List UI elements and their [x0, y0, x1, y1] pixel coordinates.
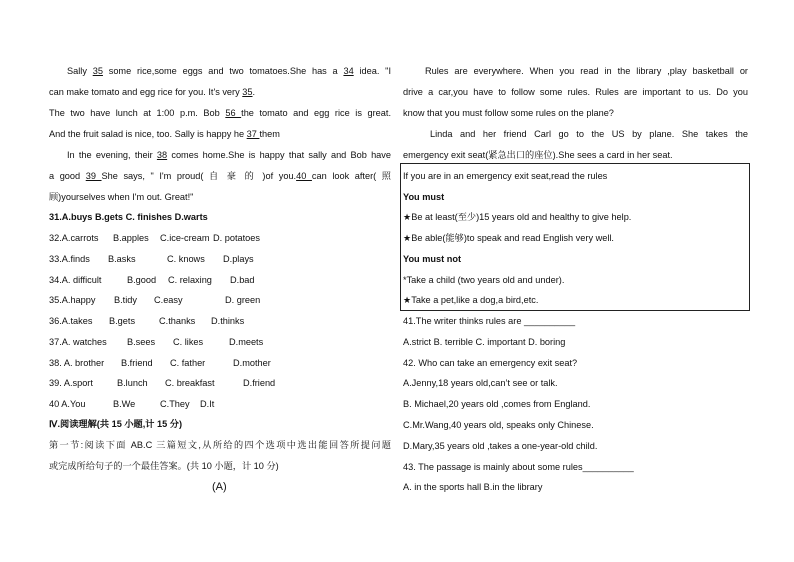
question-43-options: A. in the sports hall B.in the library	[403, 482, 543, 492]
passage-line: In the evening, their 38 comes home.She is happy that sally and Bob have	[67, 150, 391, 160]
question-42-option-c: C.Mr.Wang,40 years old, speaks only Chinese.	[403, 420, 594, 430]
section-title: Ⅳ.阅读理解(共 15 小题,计 15 分)	[49, 419, 183, 429]
card-line: *Take a child (two years old and under).	[403, 275, 565, 285]
rules-card-box	[400, 163, 750, 311]
passage-line: a good 39 She says, " I'm proud( 自 豪 的 )of you.40 can look after( 照	[49, 171, 391, 181]
question-42-option-d: D.Mary,35 years old ,takes a one-year-old child.	[403, 441, 598, 451]
question-42-option-b: B. Michael,20 years old ,comes from England.	[403, 399, 591, 409]
passage-line: drive a car,you have to follow some rules. Rules are important to us. Do you	[403, 87, 748, 97]
card-line: ★Take a pet,like a dog,a bird,etc.	[403, 295, 539, 305]
card-line: ★Be at least(至少)15 years old and healthy to give help.	[403, 212, 632, 222]
question-31: 31.A.buys B.gets C. finishes D.warts	[49, 212, 208, 222]
card-heading: You must	[403, 192, 445, 202]
question-41: 41.The writer thinks rules are __________	[403, 316, 576, 326]
passage-line: Linda and her friend Carl go to the US by plane. She takes the	[430, 129, 748, 139]
passage-line: Sally 35 some rice,some eggs and two tomatoes.She has a 34 idea. "I	[67, 66, 391, 76]
card-line: If you are in an emergency exit seat,read the rules	[403, 171, 608, 181]
question-42: 42. Who can take an emergency exit seat?	[403, 358, 578, 368]
card-line: ★Be able(能够)to speak and read English very well.	[403, 233, 614, 243]
instruction-line: 或完成所给句子的一个最佳答案。(共 10 小题，计 10 分)	[49, 461, 279, 471]
passage-line: 顾)yourselves when I'm out. Great!"	[49, 192, 194, 202]
passage-line: Rules are everywhere. When you read in the library ,play basketball or	[425, 66, 748, 76]
passage-line: emergency exit seat(紧急出口的座位).She sees a card in her seat.	[403, 150, 673, 160]
passage-line: know that you must follow some rules on the plane?	[403, 108, 614, 118]
passage-line: And the fruit salad is nice, too. Sally is happy he 37 them	[49, 129, 280, 139]
question-42-option-a: A.Jenny,18 years old,can’t see or talk.	[403, 378, 558, 388]
question-41-options: A.strict B. terrible C. important D. boring	[403, 337, 566, 347]
question-43: 43. The passage is mainly about some rules__________	[403, 462, 634, 472]
instruction-line: 第一节:阅读下面 AB.C 三篇短文,从所给的四个选项中选出能回答所提问题	[49, 440, 391, 450]
passage-line: can make tomato and egg rice for you. It's very 35.	[49, 87, 256, 97]
passage-line: The two have lunch at 1:00 p.m. Bob 56 the tomato and egg rice is great.	[49, 108, 392, 118]
card-heading: You must not	[403, 254, 462, 264]
passage-label: (A)	[212, 481, 227, 493]
